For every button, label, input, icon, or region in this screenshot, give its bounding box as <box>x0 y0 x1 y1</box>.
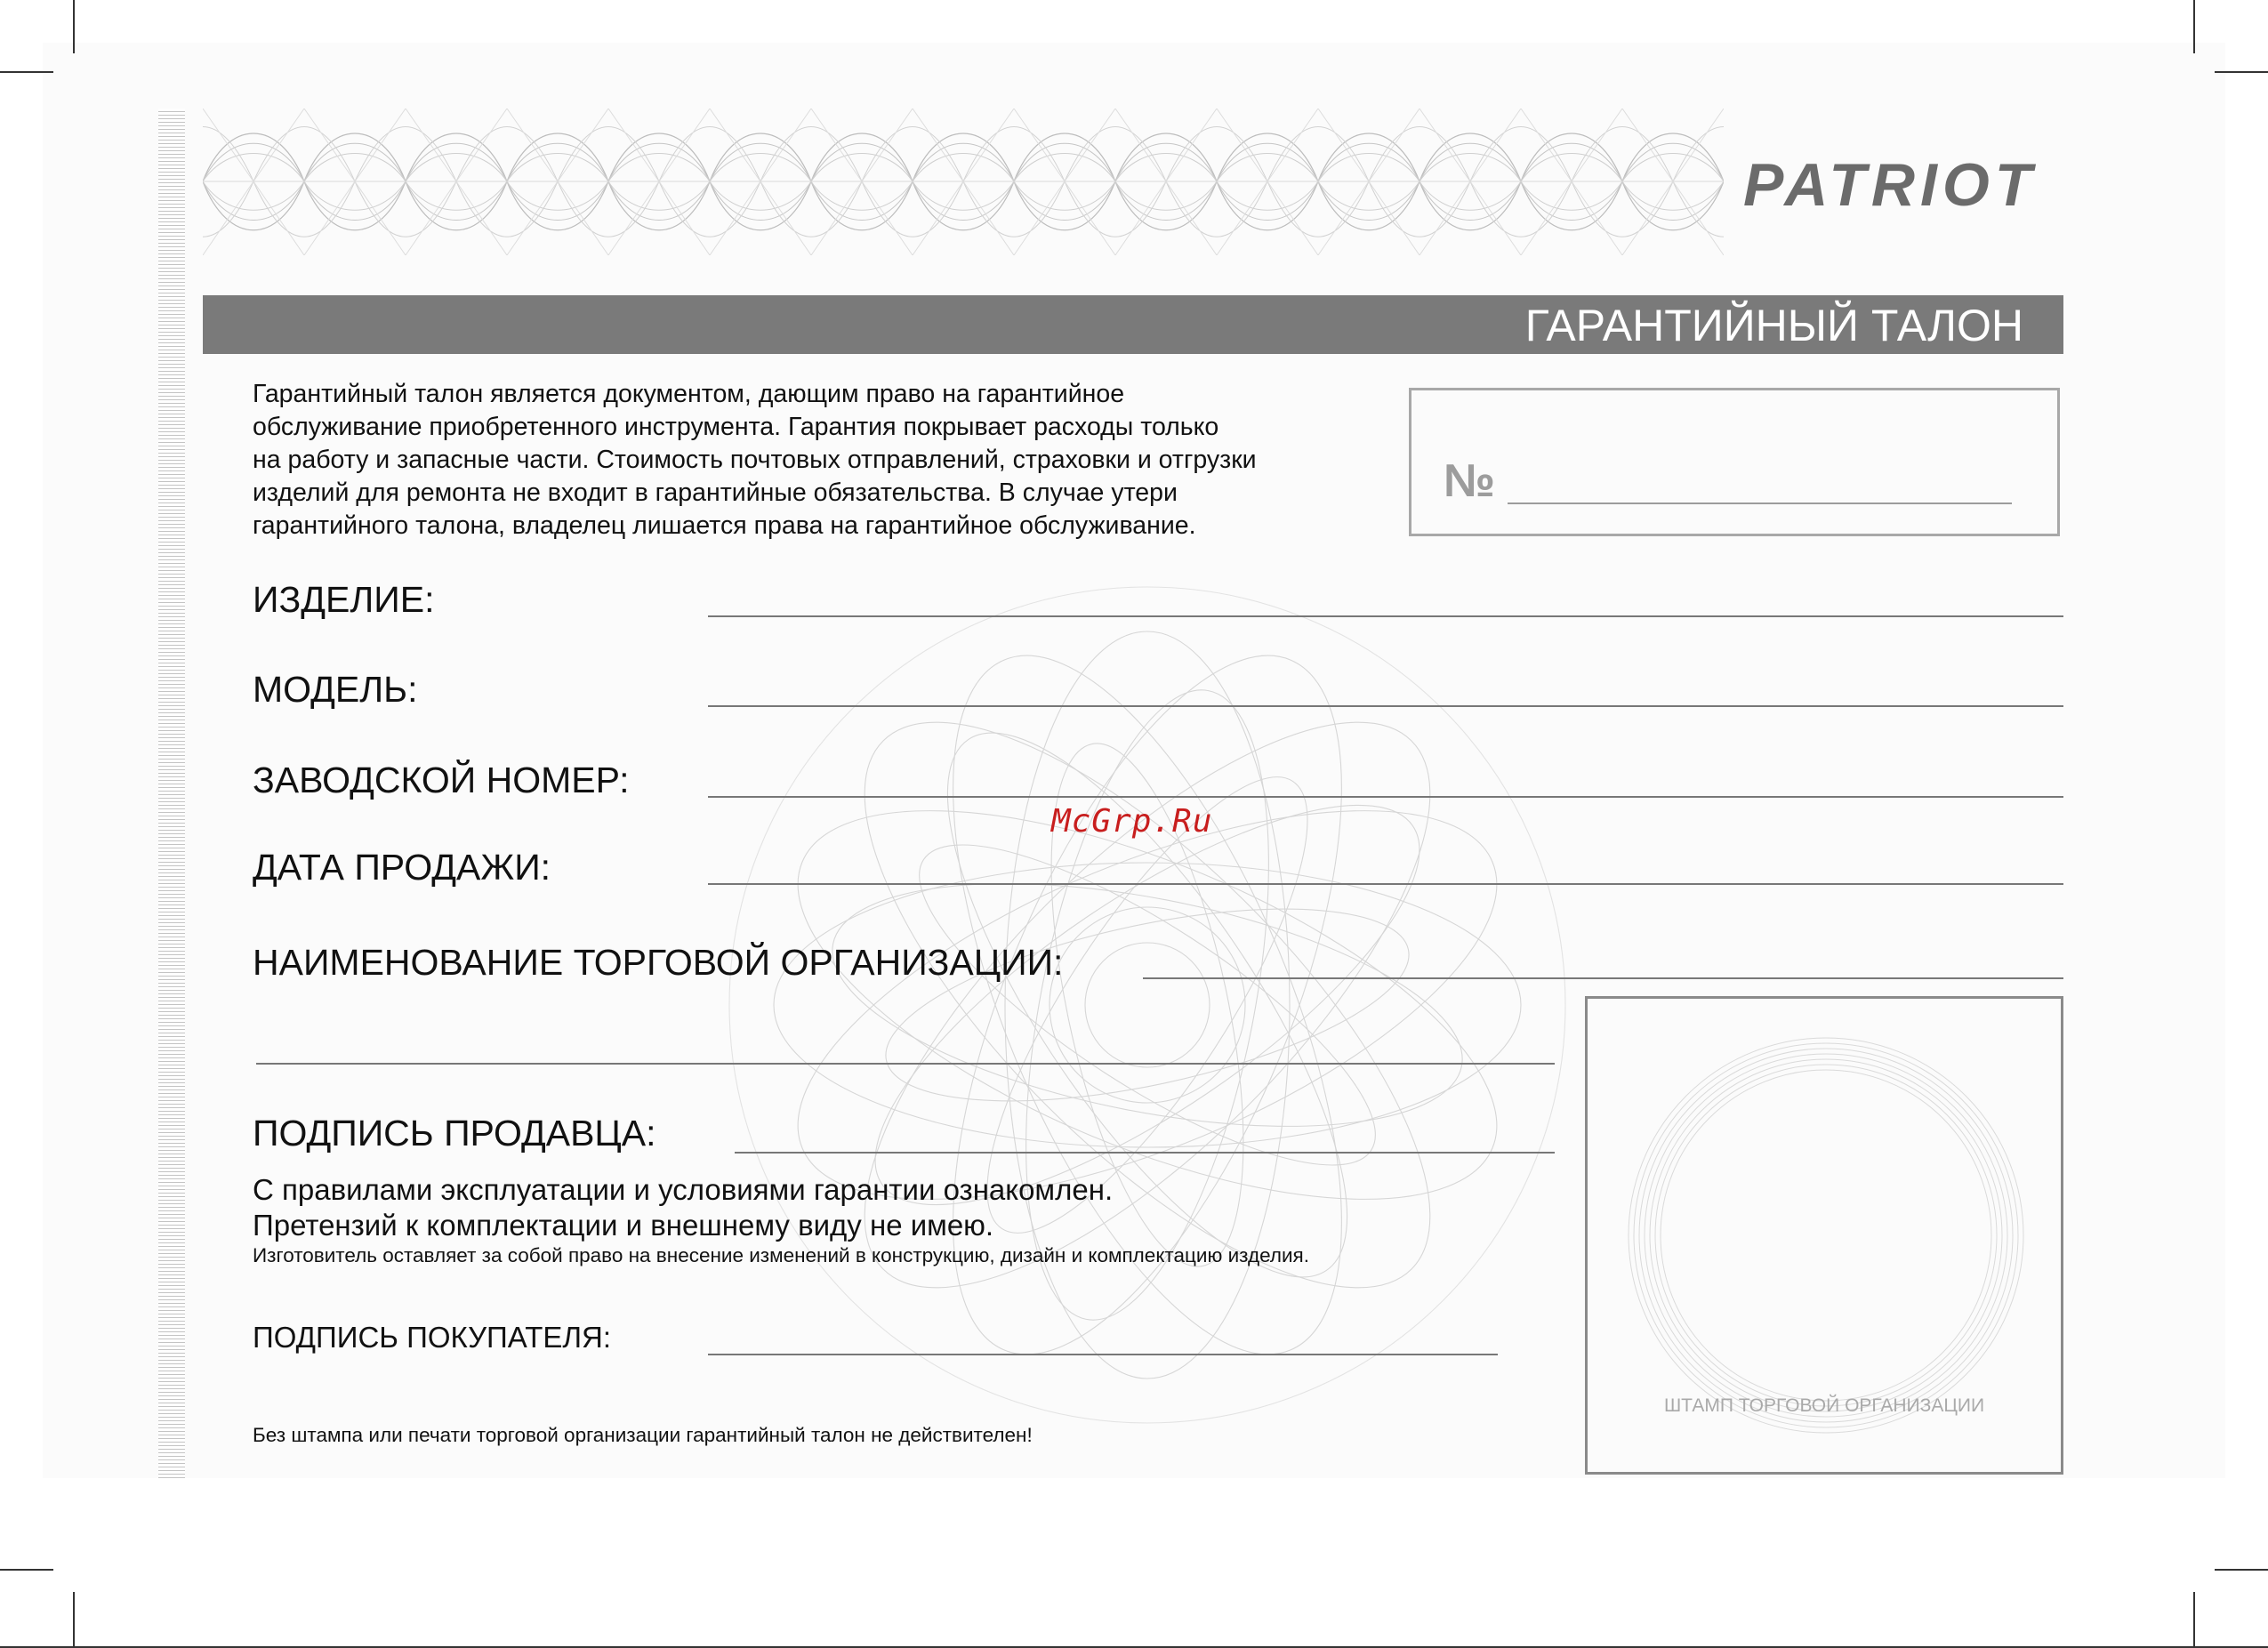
intro-paragraph <box>253 378 1436 543</box>
buyer-signature-label: ПОДПИСЬ ПОКУПАТЕЛЯ: <box>253 1321 612 1354</box>
number-sign: № <box>1444 455 1495 507</box>
intro-line: на работу и запасные части. Стоимость почтовых отправлений, страховки и отгрузки <box>253 446 1257 474</box>
intro-line: обслуживание приобретенного инструмента. Гарантия покрывает расходы только <box>253 413 1219 441</box>
guilloche-band <box>203 109 1724 255</box>
number-box <box>1409 388 2060 536</box>
validity-note: Без штампа или печати торговой организации гарантийный талон не действителен! <box>253 1424 1033 1446</box>
stamp-caption: ШТАМП ТОРГОВОЙ ОРГАНИЗАЦИИ <box>1663 1395 1985 1416</box>
crop-mark <box>2193 1592 2195 1648</box>
store-label: НАИМЕНОВАНИЕ ТОРГОВОЙ ОРГАНИЗАЦИИ: <box>253 942 1064 983</box>
manufacturer-note: Изготовитель оставляет за собой право на внесение изменений в конструкцию, дизайн и комплектацию изделия. <box>253 1244 1309 1266</box>
serial-field[interactable] <box>708 796 2063 798</box>
crop-mark <box>0 1569 53 1571</box>
ack-line-2: Претензий к комплектации и внешнему виду не имею. <box>253 1209 994 1242</box>
stamp-ring <box>1623 1033 2029 1438</box>
sale-date-label: ДАТА ПРОДАЖИ: <box>253 847 551 888</box>
seller-signature-field[interactable] <box>735 1152 1555 1154</box>
crop-mark <box>2215 1569 2268 1571</box>
acknowledgement <box>253 1172 1113 1243</box>
buyer-signature-field[interactable] <box>708 1354 1498 1355</box>
stamp-box[interactable] <box>1585 996 2063 1475</box>
crop-mark <box>73 1592 75 1648</box>
intro-line: гарантийного талона, владелец лишается права на гарантийное обслуживание. <box>253 511 1196 540</box>
crop-mark <box>2215 71 2268 73</box>
title-bar <box>203 295 2063 354</box>
model-label: МОДЕЛЬ: <box>253 669 418 710</box>
microtext-strip <box>158 109 185 1478</box>
store-field[interactable] <box>1143 977 2063 979</box>
intro-line: Гарантийный талон является документом, дающим право на гарантийное <box>253 380 1125 408</box>
model-field[interactable] <box>708 705 2063 707</box>
product-label: ИЗДЕЛИЕ: <box>253 579 435 620</box>
product-field[interactable] <box>708 615 2063 617</box>
watermark-text: McGrp.Ru <box>1051 803 1213 840</box>
serial-label: ЗАВОДСКОЙ НОМЕР: <box>253 760 630 800</box>
number-field[interactable] <box>1508 502 2012 504</box>
seller-signature-label: ПОДПИСЬ ПРОДАВЦА: <box>253 1113 656 1154</box>
patriot-logo: PATRIOT <box>1743 151 2038 219</box>
crop-mark <box>73 0 75 53</box>
store-field-continued[interactable] <box>256 1063 1555 1065</box>
intro-line: изделий для ремонта не входит в гарантийные обязательства. В случае утери <box>253 478 1178 507</box>
ack-line-1: С правилами эксплуатации и условиями гарантии ознакомлен. <box>253 1173 1114 1206</box>
sale-date-field[interactable] <box>708 883 2063 885</box>
document-title: ГАРАНТИЙНЫЙ ТАЛОН <box>1524 301 2023 350</box>
crop-mark <box>0 71 53 73</box>
crop-mark <box>2193 0 2195 53</box>
